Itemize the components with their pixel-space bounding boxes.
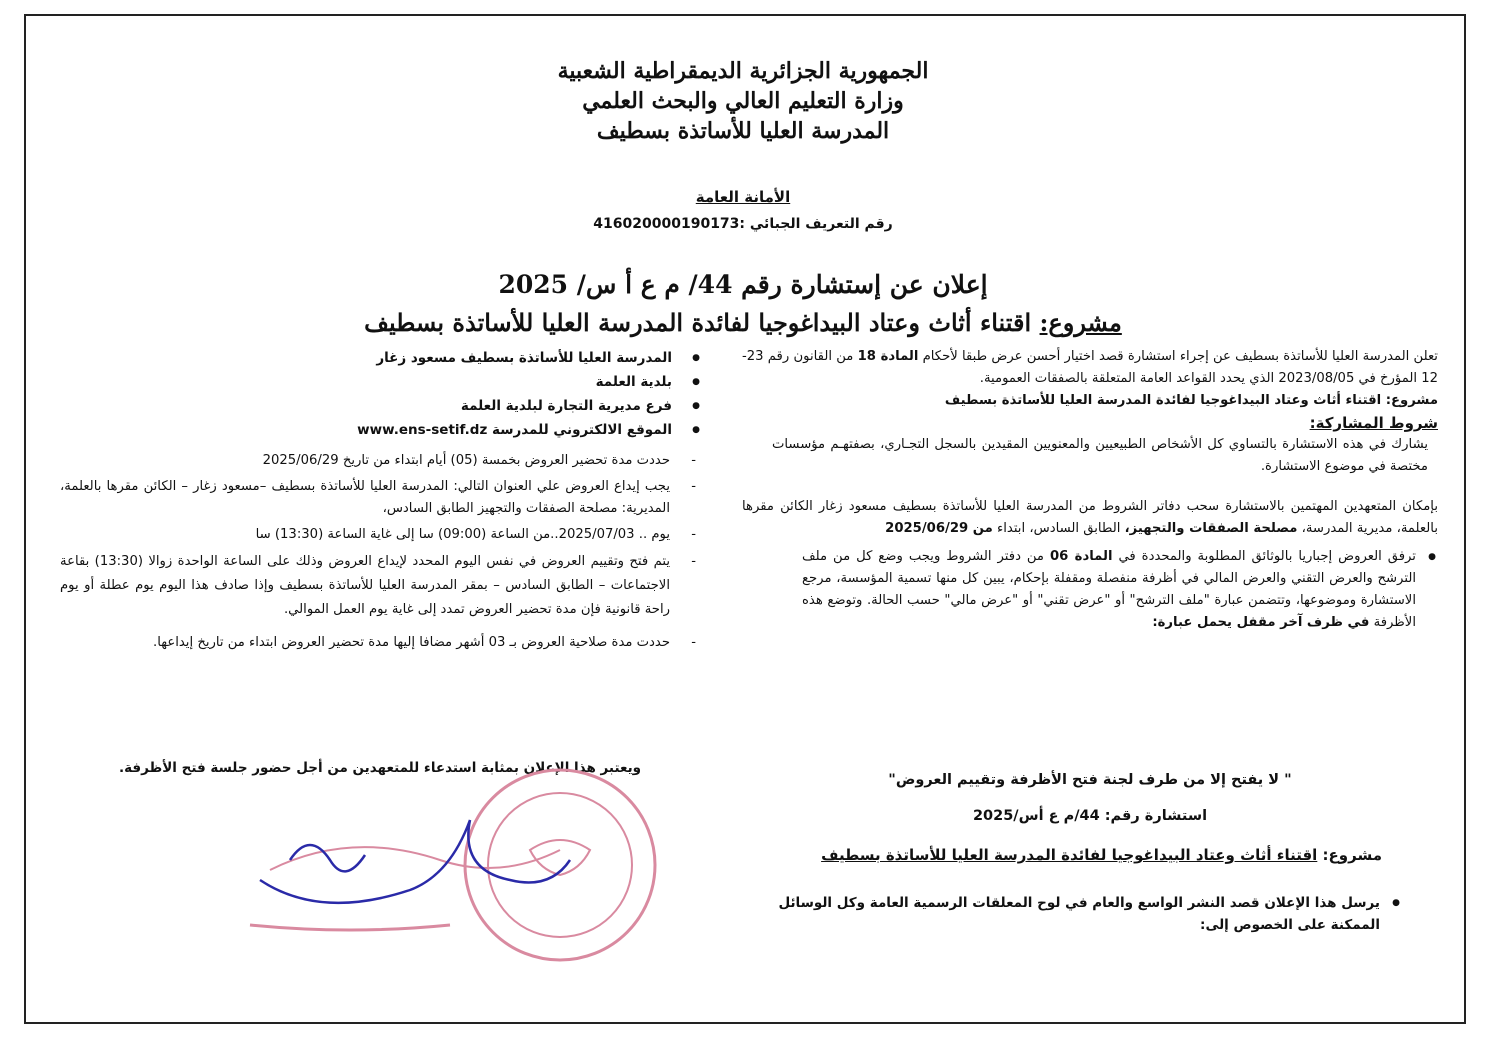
project-value: اقتناء أثاث وعتاد البيداغوجيا لفائدة المدرسة العليا للأساتذة بسطيف [364, 308, 1032, 337]
list-item: ● الموقع الالكتروني للمدرسة www.ens-setif.dz [60, 418, 676, 442]
convocation-note: ويعتبر هذا الإعلان بمثابة استدعاء للمتعهدين من أجل حضور جلسة فتح الأظرفة. [118, 760, 642, 776]
stamp-line [270, 847, 560, 870]
signature-stroke [260, 820, 570, 903]
document-header [0, 56, 1486, 146]
stamp-outer-ring [465, 770, 655, 960]
list-item: ● بلدية العلمة [60, 370, 676, 394]
list-item: ● المدرسة العليا للأساتذة بسطيف مسعود زغار [60, 346, 676, 370]
stamp-name-line [250, 925, 450, 930]
list-item: - حددت مدة تحضير العروض بخمسة (05) أيام ابتداء من تاريخ 2025/06/29 [60, 450, 670, 472]
header-ministry: وزارة التعليم العالي والبحث العلمي [582, 88, 904, 114]
left-column [60, 346, 700, 658]
conditions-text: يشارك في هذه الاستشارة بالتساوي كل الأشخاص الطبيعيين والمعنويين المقيدين بالسجل التجـاري، بصفتهـم مؤسسات مختصة في موضوع الاستشارة. [772, 437, 1428, 474]
intro-paragraph: تعلن المدرسة العليا للأساتذة بسطيف عن إجراء استشارة قصد اختيار أحسن عرض طبقا لأحكام المادة 18 من القانون رقم 23-12 المؤرخ في 2023/08/05 الذي يحدد القواعد العامة المتعلقة بالصفقات العمومية. [742, 349, 1438, 386]
offers-paragraph: ● ترفق العروض إجباريا بالوثائق المطلوبة والمحددة في المادة 06 من دفتر الشروط ويجب وضع كل من ملف الترشح والعرض التقني والعرض المالي في أظرفة منفصلة ومقفلة بإحكام، يبين كل منها تسمية المؤسسة، مرجع الاستشارة وموضوعها، وتتضمن عبارة "ملف الترشح" أو "عرض تقني" أو "عرض مالي" حسب الحالة. وتوضع هذه الأظرفة في ظرف آخر مقفل يحمل عبارة: [742, 546, 1438, 634]
conditions-title: شروط المشاركة: [1309, 414, 1438, 432]
project-title [0, 308, 1486, 337]
header-school: المدرسة العليا للأساتذة بسطيف [596, 118, 890, 144]
tax-id: رقم التعريف الجبائي :416020000190173 [593, 216, 893, 232]
list-item: - يجب إيداع العروض علي العنوان التالي: المدرسة العليا للأساتذة بسطيف –مسعود زغار – الكائن مقرها بالعلمة، المديرية: مصلحة الصفقات والتجهيز الطابق السادس، [60, 476, 670, 520]
stamp-inner-ring [488, 793, 632, 937]
department: الأمانة العامة [695, 188, 791, 206]
right-column [742, 346, 1438, 634]
announcement-title: إعلان عن إستشارة رقم 44/ م ع أ س/ 2025 [498, 270, 988, 299]
publication-note: ● يرسل هذا الإعلان قصد النشر الواسع والعام في لوح المعلقات الرسمية العامة وكل الوسائل الممكنة على الخصوص إلى: [760, 892, 1402, 936]
terms-list [60, 450, 700, 654]
list-item: ● فرع مديرية التجارة لبلدية العلمة [60, 394, 676, 418]
project-line: مشروع: اقتناء أثاث وعتاد البيداغوجيا لفائدة المدرسة العليا للأساتذة بسطيف [944, 393, 1438, 408]
withdraw-paragraph: بإمكان المتعهدين المهتمين بالاستشارة سحب دفاتر الشروط من المدرسة العليا للأساتذة بسطيف مسعود زغار الكائن مقرها بالعلمة، مديرية المدرسة، مصلحة الصفقات والتجهيز، الطابق السادس، ابتداء من 2025/06/29 [742, 499, 1438, 536]
header-republic: الجمهورية الجزائرية الديمقراطية الشعبية [557, 58, 929, 84]
consultation-reference: استشارة رقم: 44/م ع أس/2025 [972, 808, 1208, 824]
list-item: - حددت مدة صلاحية العروض بـ 03 أشهر مضافا إليها مدة تحضير العروض ابتداء من تاريخ إيداعها. [60, 632, 670, 654]
stamp-emblem [530, 840, 590, 875]
envelope-quote: " لا يفتح إلا من طرف لجنة فتح الأظرفة وتقييم العروض" [888, 772, 1292, 788]
list-item: - يتم فتح وتقييم العروض في نفس اليوم المحدد لإيداع العروض وذلك على الساعة الواحدة زوالا (13:30) بقاعة الاجتماعات – الطابق السادس – بمقر المدرسة العليا للأساتذة بسطيف وإذا صادف هذا اليوم يوم عطلة أو يوم راحة قانونية فإن مدة تحضير العروض تمدد إلى غاية يوم العمل الموالي. [60, 550, 670, 622]
project-label: مشروع: [1039, 308, 1122, 337]
list-item: - يوم .. 2025/07/03..من الساعة (09:00) سا إلى غاية الساعة (13:30) سا [60, 524, 670, 546]
project-repeat: مشروع: اقتناء أثاث وعتاد البيداغوجيا لفائدة المدرسة العليا للأساتذة بسطيف [821, 846, 1382, 864]
official-stamp-signature [230, 760, 710, 1000]
recipients-list [60, 346, 700, 442]
